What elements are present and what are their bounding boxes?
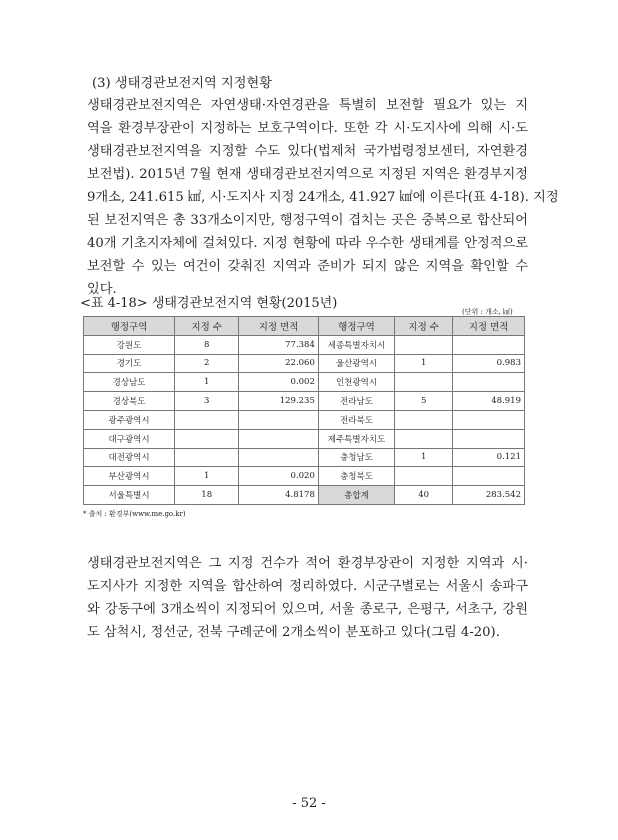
text-line: 역을 환경부장관이 지정하는 보호구역이다. 또한 각 시·도지사에 의해 시·도: [87, 121, 528, 136]
table-cell: 충청남도: [318, 448, 394, 467]
table-cell: [453, 467, 525, 486]
table-cell: 전라북도: [318, 410, 394, 429]
table-row: [84, 429, 525, 448]
table-cell: [395, 429, 453, 448]
table-cell: [395, 373, 453, 392]
table-cell: 경상남도: [84, 373, 175, 392]
table-cell: 1: [395, 448, 453, 467]
text-line: 생태경관보전지역은 그 지정 건수가 적어 환경부장관이 지정한 지역과 시·: [87, 556, 528, 571]
table-cell: 인천광역시: [318, 373, 394, 392]
table-cell: 77.384: [239, 335, 319, 354]
column-header: 지정 수: [175, 317, 239, 336]
column-header: 지정 면적: [453, 317, 525, 336]
table-caption: <표 4-18> 생태경관보전지역 현황(2015년): [80, 296, 338, 311]
table-row: [84, 486, 525, 505]
table-row: [84, 448, 525, 467]
column-header: 지정 수: [395, 317, 453, 336]
table-row: [84, 335, 525, 354]
table-cell: [395, 335, 453, 354]
table-cell: 22.060: [239, 354, 319, 373]
section-heading: (3) 생태경관보전지역 지정현황: [92, 76, 272, 91]
table-cell: [239, 429, 319, 448]
table-cell: 서울특별시: [84, 486, 175, 505]
table-cell: 2: [175, 354, 239, 373]
designation-table: [83, 316, 525, 505]
table-row: [84, 467, 525, 486]
table-cell: 8: [175, 335, 239, 354]
table-cell: 대전광역시: [84, 448, 175, 467]
column-header: 행정구역: [84, 317, 175, 336]
table-unit: (단위 : 개소, ㎢): [462, 308, 513, 316]
table-cell: [239, 448, 319, 467]
table-cell: 강원도: [84, 335, 175, 354]
text-line: 보전법). 2015년 7월 현재 생태경관보전지역으로 지정된 지역은 환경부지정: [87, 167, 528, 182]
table-cell: 1: [175, 373, 239, 392]
column-header: 지정 면적: [239, 317, 319, 336]
page-number: - 52 -: [292, 796, 326, 811]
table-cell: 1: [175, 467, 239, 486]
table-cell: [395, 410, 453, 429]
table-source: * 출처 : 환경부(www.me.go.kr): [83, 510, 186, 518]
text-line: 40개 기초지자체에 걸쳐있다. 지정 현황에 따라 우수한 생태계를 안정적으로: [87, 236, 528, 251]
table-cell: 3: [175, 392, 239, 411]
table-cell: 제주특별자치도: [318, 429, 394, 448]
table-cell: 세종특별자치시: [318, 335, 394, 354]
table-cell: 0.002: [239, 373, 319, 392]
table-cell: 1: [395, 354, 453, 373]
table-cell: 총합계: [318, 486, 394, 505]
table-cell: 0.020: [239, 467, 319, 486]
text-line: 된 보전지역은 총 33개소이지만, 행정구역이 겹치는 곳은 중복으로 합산되어: [87, 213, 528, 228]
table-row: [84, 410, 525, 429]
table-cell: 0.121: [453, 448, 525, 467]
table-cell: 울산광역시: [318, 354, 394, 373]
table-cell: 4.8178: [239, 486, 319, 505]
table-cell: 부산광역시: [84, 467, 175, 486]
table-cell: [175, 429, 239, 448]
table-cell: 경기도: [84, 354, 175, 373]
text-line: 도 삼척시, 정선군, 전북 구례군에 2개소씩이 분포하고 있다(그림 4-20).: [87, 625, 500, 640]
text-line: 있다.: [87, 282, 117, 297]
table-row: [84, 392, 525, 411]
text-line: 9개소, 241.615 ㎢, 시·도지사 지정 24개소, 41.927 ㎢에 이른다(표 4-18). 지정: [87, 190, 559, 205]
table-cell: 0.983: [453, 354, 525, 373]
table-row: [84, 354, 525, 373]
table-cell: 129.235: [239, 392, 319, 411]
table-cell: 전라남도: [318, 392, 394, 411]
column-header: 행정구역: [318, 317, 394, 336]
table-cell: [453, 410, 525, 429]
table-cell: 광주광역시: [84, 410, 175, 429]
table-cell: 대구광역시: [84, 429, 175, 448]
text-line: 도지사가 지정한 지역을 합산하여 정리하였다. 시군구별로는 서울시 송파구: [87, 579, 528, 594]
text-line: 생태경관보전지역은 자연생태·자연경관을 특별히 보전할 필요가 있는 지: [87, 98, 528, 113]
table-header-row: [84, 317, 525, 336]
table-cell: [453, 335, 525, 354]
table-cell: [175, 448, 239, 467]
table-cell: [395, 467, 453, 486]
table-cell: [239, 410, 319, 429]
table-row: [84, 373, 525, 392]
text-line: 와 강동구에 3개소씩이 지정되어 있으며, 서울 종로구, 은평구, 서초구, 강원: [87, 602, 528, 617]
table-cell: 충청북도: [318, 467, 394, 486]
table-cell: 40: [395, 486, 453, 505]
table-cell: 18: [175, 486, 239, 505]
table-cell: [453, 373, 525, 392]
text-line: 보전할 수 있는 여건이 갖춰진 지역과 준비가 되지 않은 지역을 확인할 수: [87, 259, 528, 274]
table-cell: [175, 410, 239, 429]
text-line: 생태경관보전지역을 지정할 수도 있다(법제처 국가법령정보센터, 자연환경: [87, 144, 528, 159]
table-cell: 경상북도: [84, 392, 175, 411]
table-cell: 5: [395, 392, 453, 411]
table-cell: 48.919: [453, 392, 525, 411]
table-cell: 283.542: [453, 486, 525, 505]
table-cell: [453, 429, 525, 448]
